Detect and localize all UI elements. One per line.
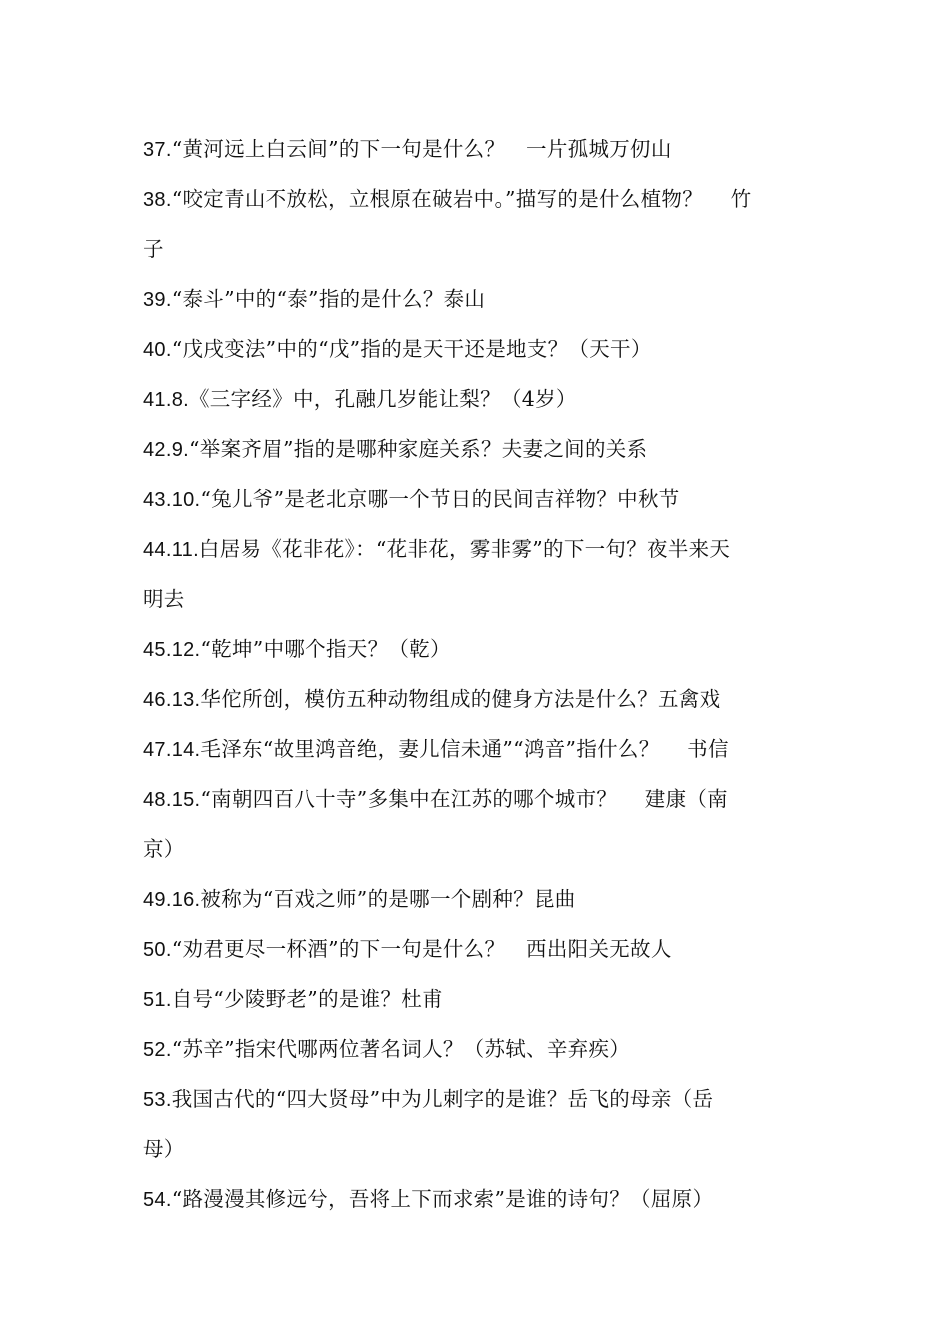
question-number: 47.14. [143,739,201,761]
question-number: 41.8. [143,389,189,411]
quiz-line [143,374,807,424]
question-text: 明去 [143,587,185,611]
question-number: 49.16. [143,889,201,911]
question-text: “举案齐眉”指的是哪种家庭关系？夫妻之间的关系 [188,437,648,461]
question-text: 自号“少陵野老”的是谁？杜甫 [171,987,443,1011]
question-number: 51. [143,989,172,1011]
question-text: “泰斗”中的“泰”指的是什么？泰山 [171,287,486,311]
question-text: 母） [143,1137,185,1161]
quiz-line [143,274,807,324]
question-number: 54. [143,1189,172,1211]
question-number: 52. [143,1039,172,1061]
question-text: 白居易《花非花》：“花非花，雾非雾”的下一句？夜半来天 [198,537,731,561]
quiz-line [143,424,807,474]
quiz-line-continuation [143,1124,807,1174]
quiz-line [143,474,807,524]
quiz-line-continuation [143,224,807,274]
quiz-text-block [143,124,807,1224]
question-text: 子 [143,237,164,261]
quiz-line [143,624,807,674]
quiz-line [143,724,807,774]
question-text: “苏辛”指宋代哪两位著名词人？（苏轼、辛弃疾） [171,1037,631,1061]
quiz-line [143,974,807,1024]
quiz-line [143,1074,807,1124]
question-number: 48.15. [143,789,201,811]
quiz-line [143,924,807,974]
quiz-line [143,174,807,224]
quiz-line-continuation [143,574,807,624]
quiz-line [143,324,807,374]
question-text: “黄河远上白云间”的下一句是什么？ 一片孤城万仞山 [171,137,672,161]
question-text: “兔儿爷”是老北京哪一个节日的民间吉祥物？中秋节 [200,487,680,511]
quiz-line [143,774,807,824]
question-number: 40. [143,339,172,361]
question-number: 45.12. [143,639,201,661]
question-text: 《三字经》中，孔融几岁能让梨？（4岁） [188,387,577,411]
question-text: “乾坤”中哪个指天？（乾） [200,637,451,661]
quiz-line [143,874,807,924]
question-text: 我国古代的“四大贤母”中为儿刺字的是谁？岳飞的母亲（岳 [171,1087,714,1111]
quiz-line [143,674,807,724]
question-text: “戊戌变法”中的“戊”指的是天干还是地支？（天干） [171,337,652,361]
question-text: “劝君更尽一杯酒”的下一句是什么？ 西出阳关无故人 [171,937,672,961]
question-text: 被称为“百戏之师”的是哪一个剧种？昆曲 [200,887,576,911]
question-number: 37. [143,139,172,161]
question-number: 53. [143,1089,172,1111]
question-number: 43.10. [143,489,201,511]
question-number: 50. [143,939,172,961]
quiz-line [143,524,807,574]
question-number: 46.13. [143,689,201,711]
question-text: 京） [143,837,185,861]
quiz-line [143,124,807,174]
question-number: 42.9. [143,439,189,461]
question-number: 44.11. [143,539,199,561]
question-text: 毛泽东“故里鸿音绝，妻儿信未通”“鸿音”指什么？ 书信 [200,737,729,761]
question-text: “南朝四百八十寺”多集中在江苏的哪个城市？ 建康（南 [200,787,728,811]
question-number: 39. [143,289,172,311]
question-number: 38. [143,189,172,211]
quiz-line [143,1024,807,1074]
quiz-line-continuation [143,824,807,874]
quiz-line [143,1174,807,1224]
question-text: “路漫漫其修远兮，吾将上下而求索”是谁的诗句？（屈原） [171,1187,714,1211]
question-text: “咬定青山不放松，立根原在破岩中。”描写的是什么植物？ 竹 [171,187,752,211]
question-text: 华佗所创，模仿五种动物组成的健身方法是什么？五禽戏 [200,687,721,711]
